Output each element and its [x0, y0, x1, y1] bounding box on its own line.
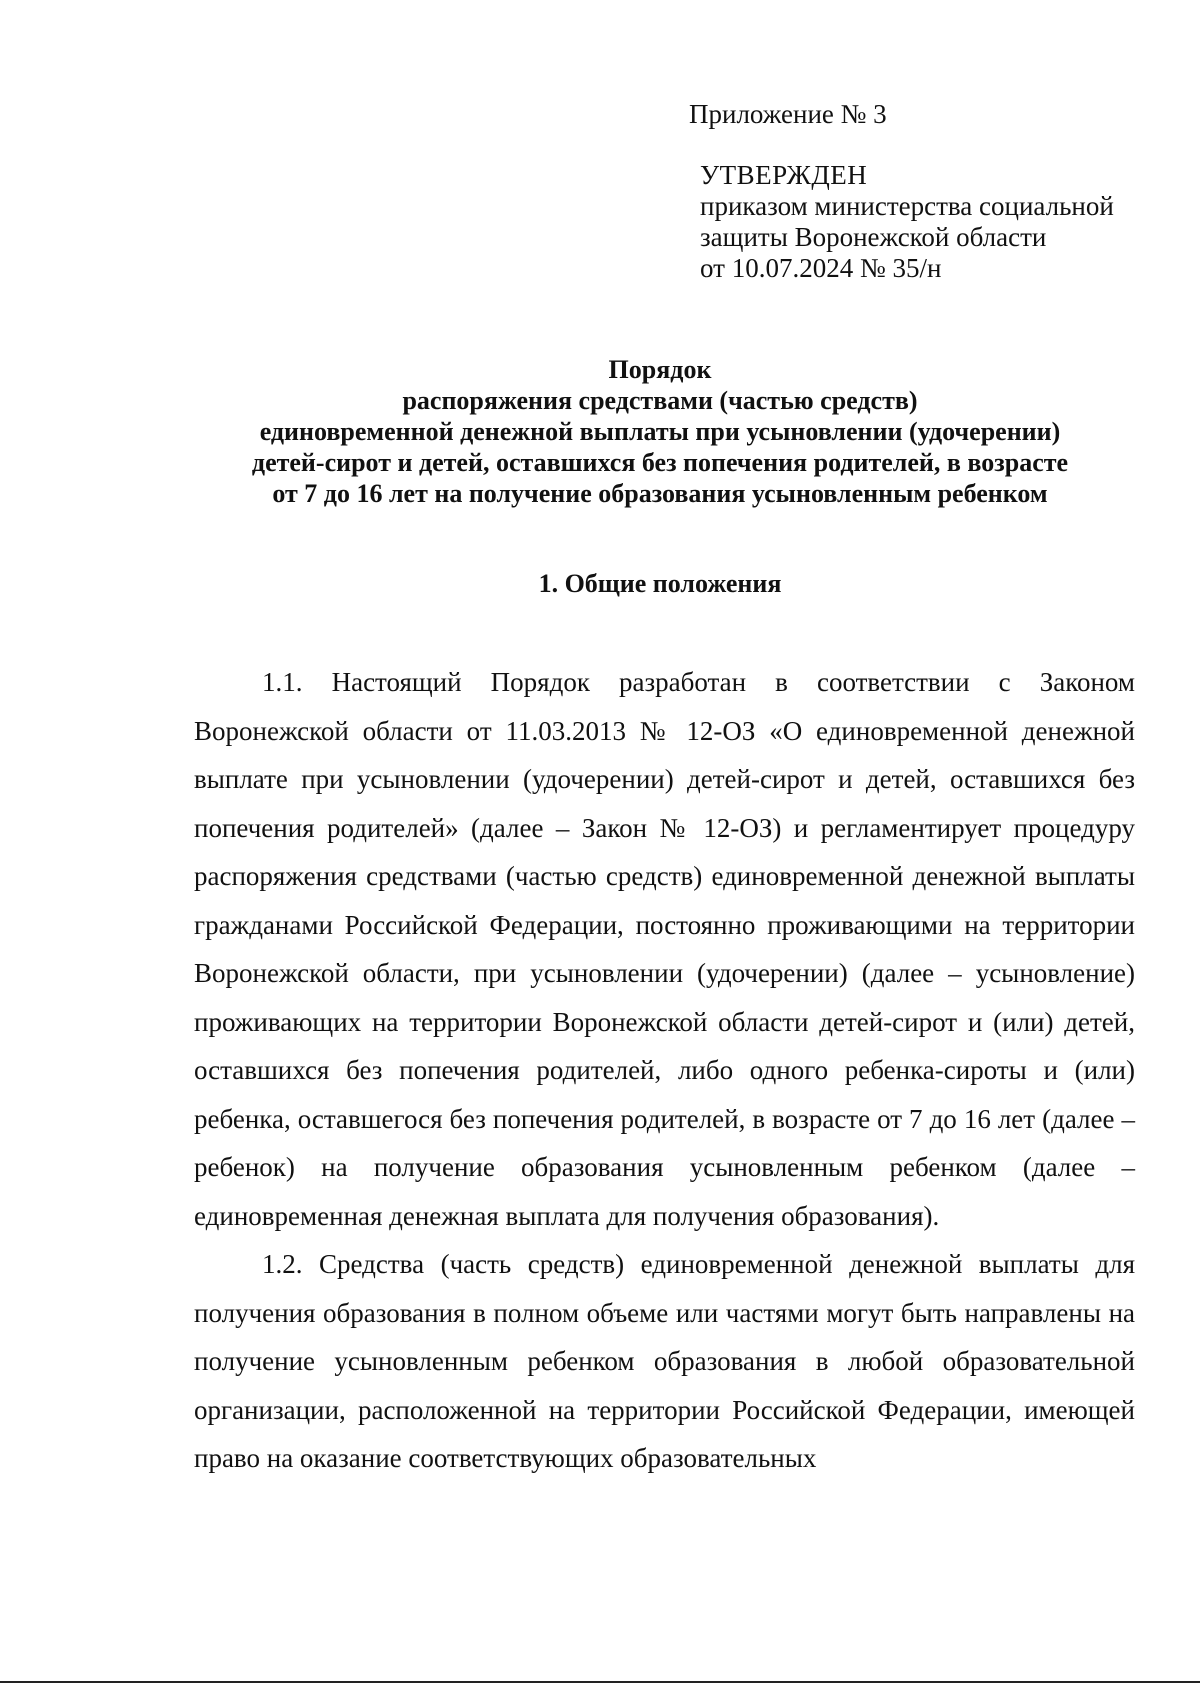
approval-line-3: от 10.07.2024 № 35/н: [700, 253, 942, 283]
approval-line-1: приказом министерства социальной: [700, 191, 1114, 221]
annex-label: Приложение № 3: [689, 99, 887, 129]
title-line-5: от 7 до 16 лет на получение образования усыновленным ребенком: [272, 479, 1048, 508]
paragraph-1-2: 1.2. Средства (часть средств) единовременной денежной выплаты для получения образования в полном объеме или частями могут быть направлены на получение усыновленным ребенком образования в любой образовательной организации, расположенной на территории Российской Федерации, имеющей право на оказание соответствующих образовательных: [194, 1249, 1135, 1473]
approval-stamp: УТВЕРЖДЕН: [700, 160, 868, 190]
title-line-1: Порядок: [608, 355, 712, 384]
body-text: [194, 658, 1135, 1483]
title-line-2: распоряжения средствами (частью средств): [402, 386, 918, 415]
document-title: [160, 354, 1160, 509]
approval-line-2: защиты Воронежской области: [700, 222, 1047, 252]
approval-block: [700, 160, 1114, 284]
title-line-3: единовременной денежной выплаты при усыновлении (удочерении): [259, 417, 1061, 446]
paragraph-1-1: 1.1. Настоящий Порядок разработан в соответствии с Законом Воронежской области от 11.03.2013 № 12-ОЗ «О единовременной денежной выплате при усыновлении (удочерении) детей-сирот и детей, оставшихся без попечения родителей» (далее – Закон № 12-ОЗ) и регламентирует процедуру распоряжения средствами (частью средств) единовременной денежной выплаты гражданами Российской Федерации, постоянно проживающими на территории Воронежской области, при усыновлении (удочерении) (далее – усыновление) проживающих на территории Воронежской области детей-сирот и (или) детей, оставшихся без попечения родителей, либо одного ребенка-сироты и (или) ребенка, оставшегося без попечения родителей, в возрасте от 7 до 16 лет (далее – ребенок) на получение образования усыновленным ребенком (далее – единовременная денежная выплата для получения образования).: [194, 667, 1135, 1231]
bottom-rule: [0, 1681, 1200, 1683]
title-line-4: детей-сирот и детей, оставшихся без попечения родителей, в возрасте: [251, 448, 1069, 477]
section-heading: 1. Общие положения: [538, 569, 782, 598]
